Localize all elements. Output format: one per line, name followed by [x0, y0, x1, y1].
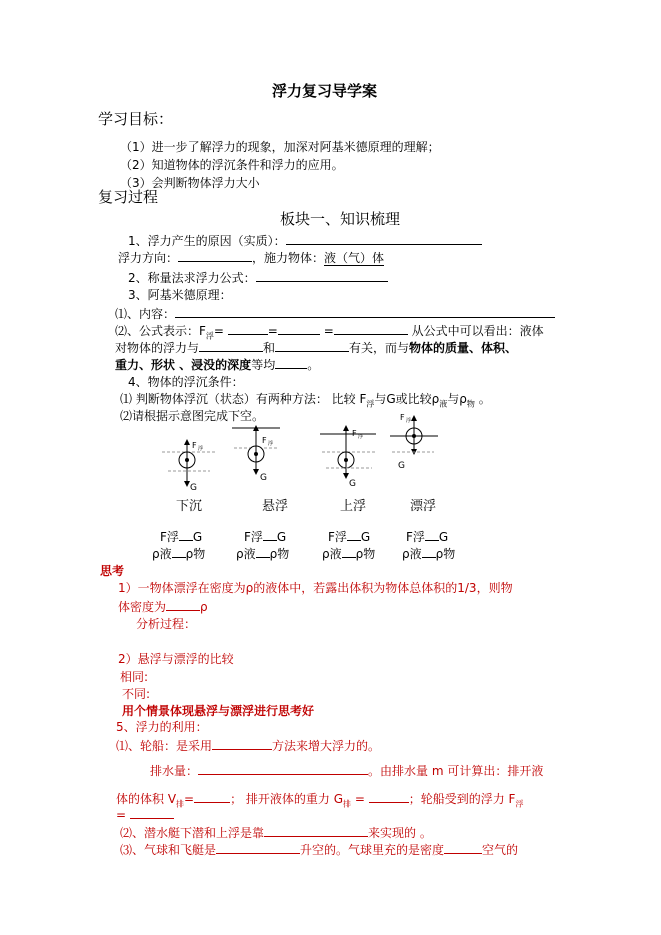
cmp-f-1: F浮 G: [160, 530, 203, 544]
k3-line3c: 。: [307, 358, 320, 372]
k1-line: [128, 232, 482, 249]
label-f-2: F: [262, 436, 267, 445]
k3-line3: [115, 356, 319, 373]
k1-dir-blank[interactable]: [178, 249, 252, 262]
k3-blank-4[interactable]: [199, 339, 263, 352]
cmp-rho-blank-4[interactable]: [422, 545, 436, 558]
label-g-2: G: [260, 473, 267, 483]
k3-formula-sub: 浮: [205, 331, 214, 341]
think-heading: 思考: [100, 564, 125, 578]
k3-line3b: 等均: [251, 358, 276, 372]
k5-s3a: 体的体积 V: [116, 792, 177, 806]
diagram-sinking: [162, 441, 216, 493]
cmp-rho-blank-2[interactable]: [256, 545, 270, 558]
goal-item-3: （3）会判断物体浮力大小: [120, 176, 260, 190]
k5-displacement-blank[interactable]: [198, 762, 368, 775]
think-q2-diff: 不同:: [122, 687, 151, 701]
k5-s1a: ⑴、轮船：是采用: [116, 739, 213, 753]
k3-eq-3: =: [323, 324, 334, 338]
label-g-4: G: [398, 461, 405, 471]
k3-formula-blank-1[interactable]: [228, 322, 268, 335]
k3-line2a: 对物体的浮力与: [115, 341, 200, 355]
k3-blank-6[interactable]: [275, 356, 307, 369]
k1-obj-value: 液（气）体: [324, 251, 385, 265]
think-q1-analysis: 分析过程：: [136, 617, 197, 631]
k3-formula-tail: 从公式中可以看出：液体: [411, 324, 544, 338]
k5-s5a: ⑵、潜水艇下潜和上浮是靠: [120, 826, 265, 840]
k3-formula-pre: ⑵、公式表示：F: [115, 324, 206, 338]
k5-s3h: 浮: [515, 799, 524, 809]
cmp-f-blank-1[interactable]: [179, 528, 193, 541]
k5-s3d: ； 排开液体的重力 G: [230, 792, 344, 806]
diagram-floating: [390, 413, 438, 471]
k3-eq-1: =: [213, 324, 224, 338]
cmp-f-2: F浮 G: [244, 530, 287, 544]
cmp-f-blank-2[interactable]: [263, 528, 277, 541]
k3-line2d: 物体的质量、体积、: [409, 341, 518, 355]
k5-s2a: 排水量：: [150, 764, 199, 778]
label-g-3: G: [349, 479, 356, 489]
think-q1-blank[interactable]: [166, 598, 200, 611]
k1-label: 1、浮力产生的原因（实质）：: [128, 234, 286, 248]
k5-s3e: 排: [343, 799, 352, 809]
think-q1-rho: ρ: [200, 600, 208, 614]
diagram-suspended: [232, 428, 280, 483]
state-label-floating: 漂浮: [410, 499, 437, 514]
k5-volume-line: [116, 790, 523, 812]
k5-submarine-line: [120, 824, 432, 841]
page-title: 浮力复习导学案: [272, 82, 378, 100]
goals-heading: 学习目标：: [98, 110, 174, 128]
k5-volume-blank[interactable]: [194, 790, 230, 803]
cmp-f-3: F浮 G: [328, 530, 371, 544]
k2-label: 2、称量法求浮力公式：: [128, 271, 256, 285]
goal-item-1: （1）进一步了解浮力的现象，加深对阿基米德原理的理解；: [120, 140, 440, 154]
think-q2-same: 相同:: [120, 670, 149, 684]
k3-line2: [115, 339, 517, 356]
label-g-1: G: [190, 483, 197, 493]
k5-label: 5、浮力的利用：: [116, 720, 208, 734]
k3-formula-blank-3[interactable]: [334, 322, 408, 335]
k1-blank[interactable]: [286, 232, 482, 245]
k3-blank-5[interactable]: [275, 339, 349, 352]
k3-eq-2: =: [267, 324, 278, 338]
k5-balloon-blank-1[interactable]: [216, 841, 300, 854]
k3-content-line: [115, 305, 555, 322]
k5-force-blank[interactable]: [130, 806, 174, 819]
label-f-1: F: [192, 441, 197, 450]
k5-s4: =: [116, 808, 127, 822]
k4-instruction: ⑵请根据示意图完成下空。: [120, 409, 265, 423]
k4-m1d: 液: [439, 399, 448, 409]
state-label-suspended: 悬浮: [262, 499, 289, 514]
k5-balloon-line: [120, 841, 518, 858]
k5-displacement-line: [150, 762, 543, 779]
k1-obj-label: ，施力物体：: [252, 251, 325, 265]
k1-direction-line: [118, 249, 384, 266]
k5-s6c: 空气的: [482, 843, 519, 857]
state-label-rising: 上浮: [340, 499, 367, 514]
k3-line3a: 重力、形状 、浸没的深度: [115, 358, 252, 372]
label-f-4: F: [400, 413, 405, 422]
think-q1-line1: 1）一物体漂浮在密度为ρ的液体中，若露出体积为物体总体积的1/3，则物: [118, 581, 513, 595]
label-f-sub-3: 浮: [358, 434, 364, 440]
k4-m1c: 与G或比较ρ: [374, 392, 440, 406]
k3-line2c: 有关，而与: [349, 341, 410, 355]
diagram-rising: [320, 428, 376, 489]
cmp-f-4: F浮 G: [406, 530, 449, 544]
k5-s3c: =: [184, 792, 195, 806]
think-q1-line2: [118, 598, 208, 615]
k5-s6a: ⑶、气球和飞艇是: [120, 843, 217, 857]
cmp-rho-blank-1[interactable]: [172, 545, 186, 558]
k4-m1a: ⑴ 判断物体浮沉（状态）有两种方法： 比较 F: [120, 392, 367, 406]
k4-m1e: 与ρ: [447, 392, 467, 406]
k5-force-line: [116, 806, 174, 823]
cmp-rho-3: ρ液 ρ物: [322, 547, 376, 561]
label-f-sub-1: 浮: [198, 446, 204, 452]
cmp-f-blank-3[interactable]: [347, 528, 361, 541]
state-label-sinking: 下沉: [176, 499, 203, 514]
cmp-rho-2: ρ液 ρ物: [236, 547, 290, 561]
k5-balloon-blank-2[interactable]: [444, 841, 482, 854]
label-f-sub-2: 浮: [268, 441, 274, 447]
goal-item-2: （2）知道物体的浮沉条件和浮力的应用。: [120, 158, 344, 172]
k4-label: 4、物体的浮沉条件：: [128, 375, 244, 389]
k5-gravity-blank[interactable]: [369, 790, 409, 803]
k5-s1b: 方法来增大浮力的。: [272, 739, 381, 753]
k5-ship-blank[interactable]: [212, 737, 272, 750]
k5-s5b: 来实现的 。: [368, 826, 432, 840]
k4-m1g: 。: [474, 392, 491, 406]
label-f-sub-4: 浮: [406, 418, 412, 424]
cmp-rho-4: ρ液 ρ物: [402, 547, 456, 561]
think-q1-text: 体密度为: [118, 600, 167, 614]
k3-content-blank[interactable]: [175, 305, 555, 318]
k5-s3g: ；轮船受到的浮力 F: [408, 792, 516, 806]
k5-s2b: 。由排水量 m 可计算出：排开液: [368, 764, 544, 778]
k5-submarine-blank[interactable]: [264, 824, 368, 837]
cmp-rho-blank-3[interactable]: [342, 545, 356, 558]
cmp-f-blank-4[interactable]: [425, 528, 439, 541]
k3-line2b: 和: [263, 341, 276, 355]
cmp-rho-1: ρ液 ρ物: [152, 547, 206, 561]
k5-s6b: 升空的。气球里充的是密度: [300, 843, 445, 857]
k1-dir-label: 浮力方向：: [118, 251, 179, 265]
k4-m1b: 浮: [366, 399, 375, 409]
k5-s3f: =: [351, 792, 369, 806]
label-f-3: F: [352, 429, 357, 438]
k3-formula-blank-2[interactable]: [278, 322, 320, 335]
k3-label: 3、阿基米德原理：: [128, 288, 232, 302]
section-title: 板块一、知识梳理: [280, 210, 401, 228]
k5-ship-line: [116, 737, 380, 754]
process-heading: 复习过程: [98, 188, 159, 206]
k2-line: [128, 269, 388, 286]
k5-s3b: 排: [176, 799, 185, 809]
think-q2: 2）悬浮与漂浮的比较: [118, 652, 234, 666]
k3-content-label: ⑴、内容：: [115, 307, 176, 321]
k2-blank[interactable]: [256, 269, 388, 282]
k4-m1f: 物: [466, 399, 475, 409]
think-q2-hint: 用个情景体现悬浮与漂浮进行思考好: [122, 704, 315, 718]
